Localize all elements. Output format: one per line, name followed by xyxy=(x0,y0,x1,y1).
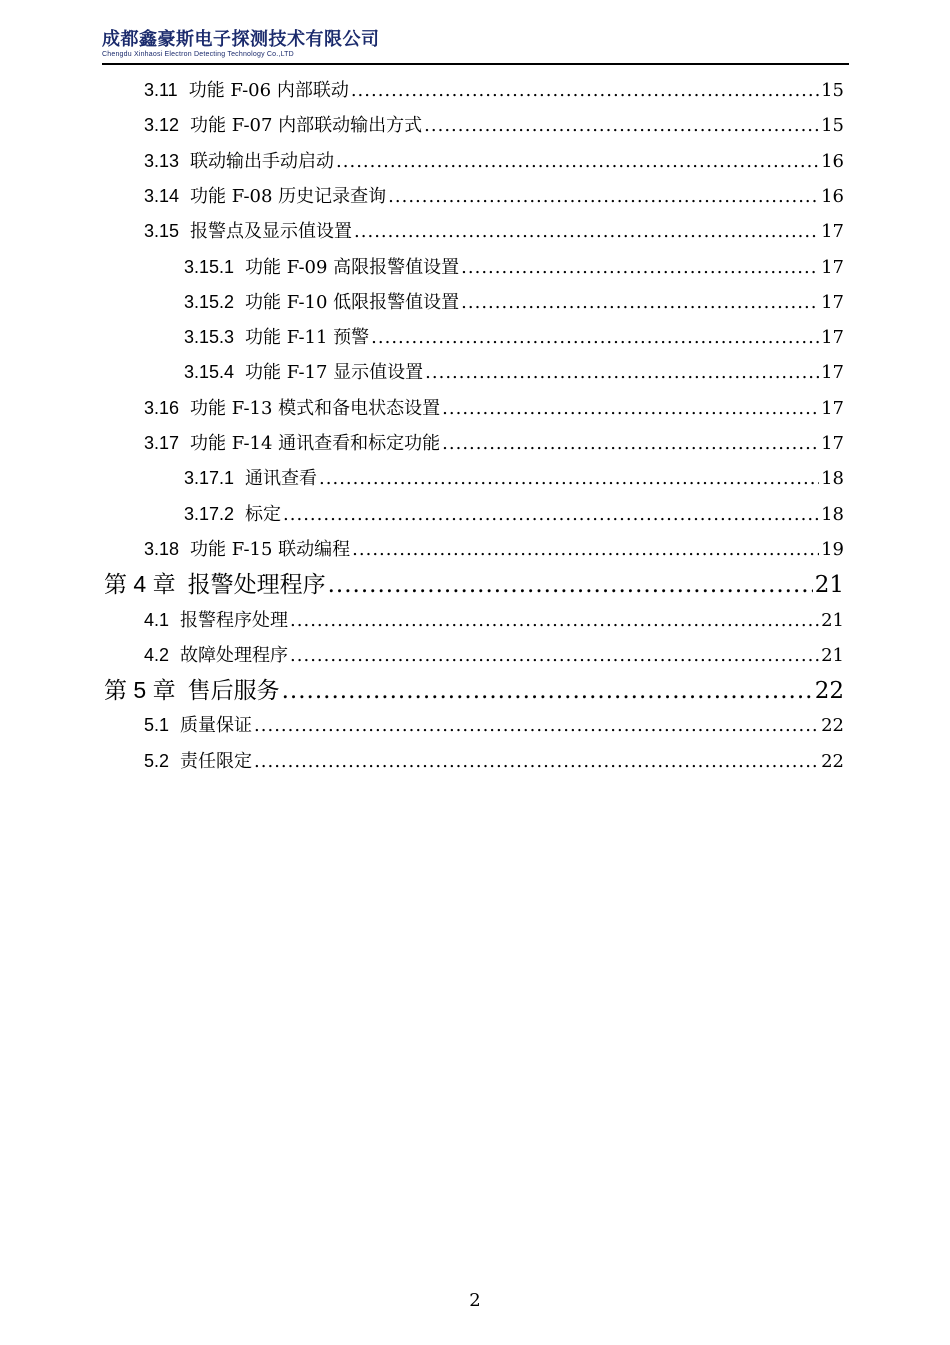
toc-title: 联动输出手动启动 xyxy=(190,150,335,172)
toc-number: 3.13 xyxy=(144,150,180,171)
toc-number: 3.11 xyxy=(144,80,178,100)
toc-leader xyxy=(425,362,819,383)
toc-entry[interactable] xyxy=(144,535,844,561)
toc-page: 17 xyxy=(821,221,844,243)
toc-number: 3.17.2 xyxy=(184,503,235,524)
toc-entry[interactable] xyxy=(104,672,844,705)
toc-leader xyxy=(442,433,819,454)
toc-page: 16 xyxy=(821,185,844,207)
toc-number: 5.2 xyxy=(144,750,170,771)
toc-leader xyxy=(442,398,819,419)
toc-entry[interactable] xyxy=(144,111,844,137)
toc-leader xyxy=(336,151,819,172)
toc-page: 18 xyxy=(821,503,844,525)
toc-page: 15 xyxy=(821,80,844,101)
toc-title: 功能 F-15 联动编程 xyxy=(190,538,351,560)
toc-title: 标定 xyxy=(245,503,282,525)
toc-page: 17 xyxy=(821,397,844,419)
toc-leader xyxy=(351,80,819,101)
toc-leader xyxy=(290,645,819,666)
page-header xyxy=(102,30,849,59)
toc-entry[interactable] xyxy=(144,147,844,173)
toc-title: 报警程序处理 xyxy=(180,609,289,631)
toc-leader xyxy=(461,257,819,278)
toc-entry[interactable] xyxy=(184,464,844,490)
toc-title: 售后服务 xyxy=(187,678,280,705)
toc-leader xyxy=(290,610,819,631)
toc-leader xyxy=(254,715,819,736)
toc-entry[interactable] xyxy=(144,747,844,773)
toc-page: 16 xyxy=(821,150,844,172)
toc-number: 3.14 xyxy=(144,185,180,206)
toc-leader xyxy=(354,221,819,242)
toc-page: 17 xyxy=(821,291,844,313)
toc-entry[interactable] xyxy=(144,606,844,632)
toc-leader xyxy=(424,115,819,136)
toc-entry[interactable] xyxy=(144,711,844,737)
toc-entry[interactable] xyxy=(144,641,844,667)
toc-number: 3.12 xyxy=(144,115,180,136)
toc-page: 21 xyxy=(821,609,844,631)
toc-number: 5.1 xyxy=(144,715,170,736)
toc-entry[interactable] xyxy=(144,76,844,102)
toc-title: 功能 F-13 模式和备电状态设置 xyxy=(190,397,441,419)
toc-entry[interactable] xyxy=(184,288,844,314)
toc-leader xyxy=(283,504,819,525)
toc-page: 17 xyxy=(821,256,844,278)
toc-title: 功能 F-17 显示值设置 xyxy=(245,362,424,384)
toc-number: 3.15.4 xyxy=(184,362,235,383)
toc-page: 22 xyxy=(821,715,844,737)
toc-number: 3.18 xyxy=(144,538,180,559)
toc-page: 18 xyxy=(821,468,844,490)
toc-leader xyxy=(319,468,819,489)
toc-title: 功能 F-11 预警 xyxy=(245,327,370,349)
header-divider xyxy=(102,63,849,65)
toc-entry[interactable] xyxy=(144,182,844,208)
toc-entry[interactable] xyxy=(144,217,844,243)
toc-title: 报警点及显示值设置 xyxy=(190,221,353,243)
toc-title: 功能 F-06 内部联动 xyxy=(188,80,349,101)
toc-leader xyxy=(388,186,819,207)
toc-leader xyxy=(461,292,819,313)
toc-number: 3.15.2 xyxy=(184,291,235,312)
toc-entry[interactable] xyxy=(184,358,844,384)
toc-page: 17 xyxy=(821,362,844,384)
toc-number: 4.2 xyxy=(144,644,170,665)
company-name-cn: 成都鑫豪斯电子探测技术有限公司 xyxy=(102,29,380,50)
page-number: 2 xyxy=(469,1290,481,1311)
toc-leader xyxy=(282,678,813,704)
toc-title: 责任限定 xyxy=(180,750,253,772)
toc-entry[interactable] xyxy=(184,500,844,526)
toc-title: 通讯查看 xyxy=(245,468,318,490)
toc-page: 17 xyxy=(821,433,844,454)
toc-number: 第 4 章 xyxy=(104,571,176,598)
toc-title: 功能 F-07 内部联动输出方式 xyxy=(190,115,423,137)
toc-page: 21 xyxy=(821,644,844,666)
toc-page: 15 xyxy=(821,115,844,137)
toc-number: 3.15 xyxy=(144,221,180,242)
toc-page: 22 xyxy=(821,750,844,772)
toc-number: 3.15.1 xyxy=(184,256,235,277)
toc-title: 故障处理程序 xyxy=(180,644,289,666)
toc-title: 报警处理程序 xyxy=(187,572,326,599)
toc-title: 功能 F-09 高限报警值设置 xyxy=(245,256,460,278)
toc-title: 功能 F-08 历史记录查询 xyxy=(190,185,387,207)
toc-leader xyxy=(352,539,819,560)
toc-entry[interactable] xyxy=(184,323,844,349)
toc-page: 22 xyxy=(814,678,844,705)
toc-number: 4.1 xyxy=(144,609,170,630)
toc-leader xyxy=(328,572,813,598)
toc-entry[interactable] xyxy=(184,253,844,279)
toc-page: 19 xyxy=(821,538,844,560)
toc-entry[interactable] xyxy=(144,394,844,420)
toc-number: 第 5 章 xyxy=(104,677,176,704)
toc-number: 3.16 xyxy=(144,397,180,418)
toc-entry[interactable] xyxy=(104,566,844,599)
toc-number: 3.17 xyxy=(144,433,180,453)
toc-title: 功能 F-14 通讯查看和标定功能 xyxy=(190,433,441,454)
toc-page: 21 xyxy=(814,572,844,599)
toc-title: 功能 F-10 低限报警值设置 xyxy=(245,291,460,313)
toc-title: 质量保证 xyxy=(180,715,253,737)
toc-entry[interactable] xyxy=(144,429,844,455)
company-name-en: Chengdu Xinhaosi Electron Detecting Technology Co.,LTD xyxy=(102,51,294,58)
toc-leader xyxy=(254,751,819,772)
toc-leader xyxy=(371,327,819,348)
toc-number: 3.15.3 xyxy=(184,327,235,348)
toc-page: 17 xyxy=(821,327,844,349)
toc-number: 3.17.1 xyxy=(184,468,235,489)
